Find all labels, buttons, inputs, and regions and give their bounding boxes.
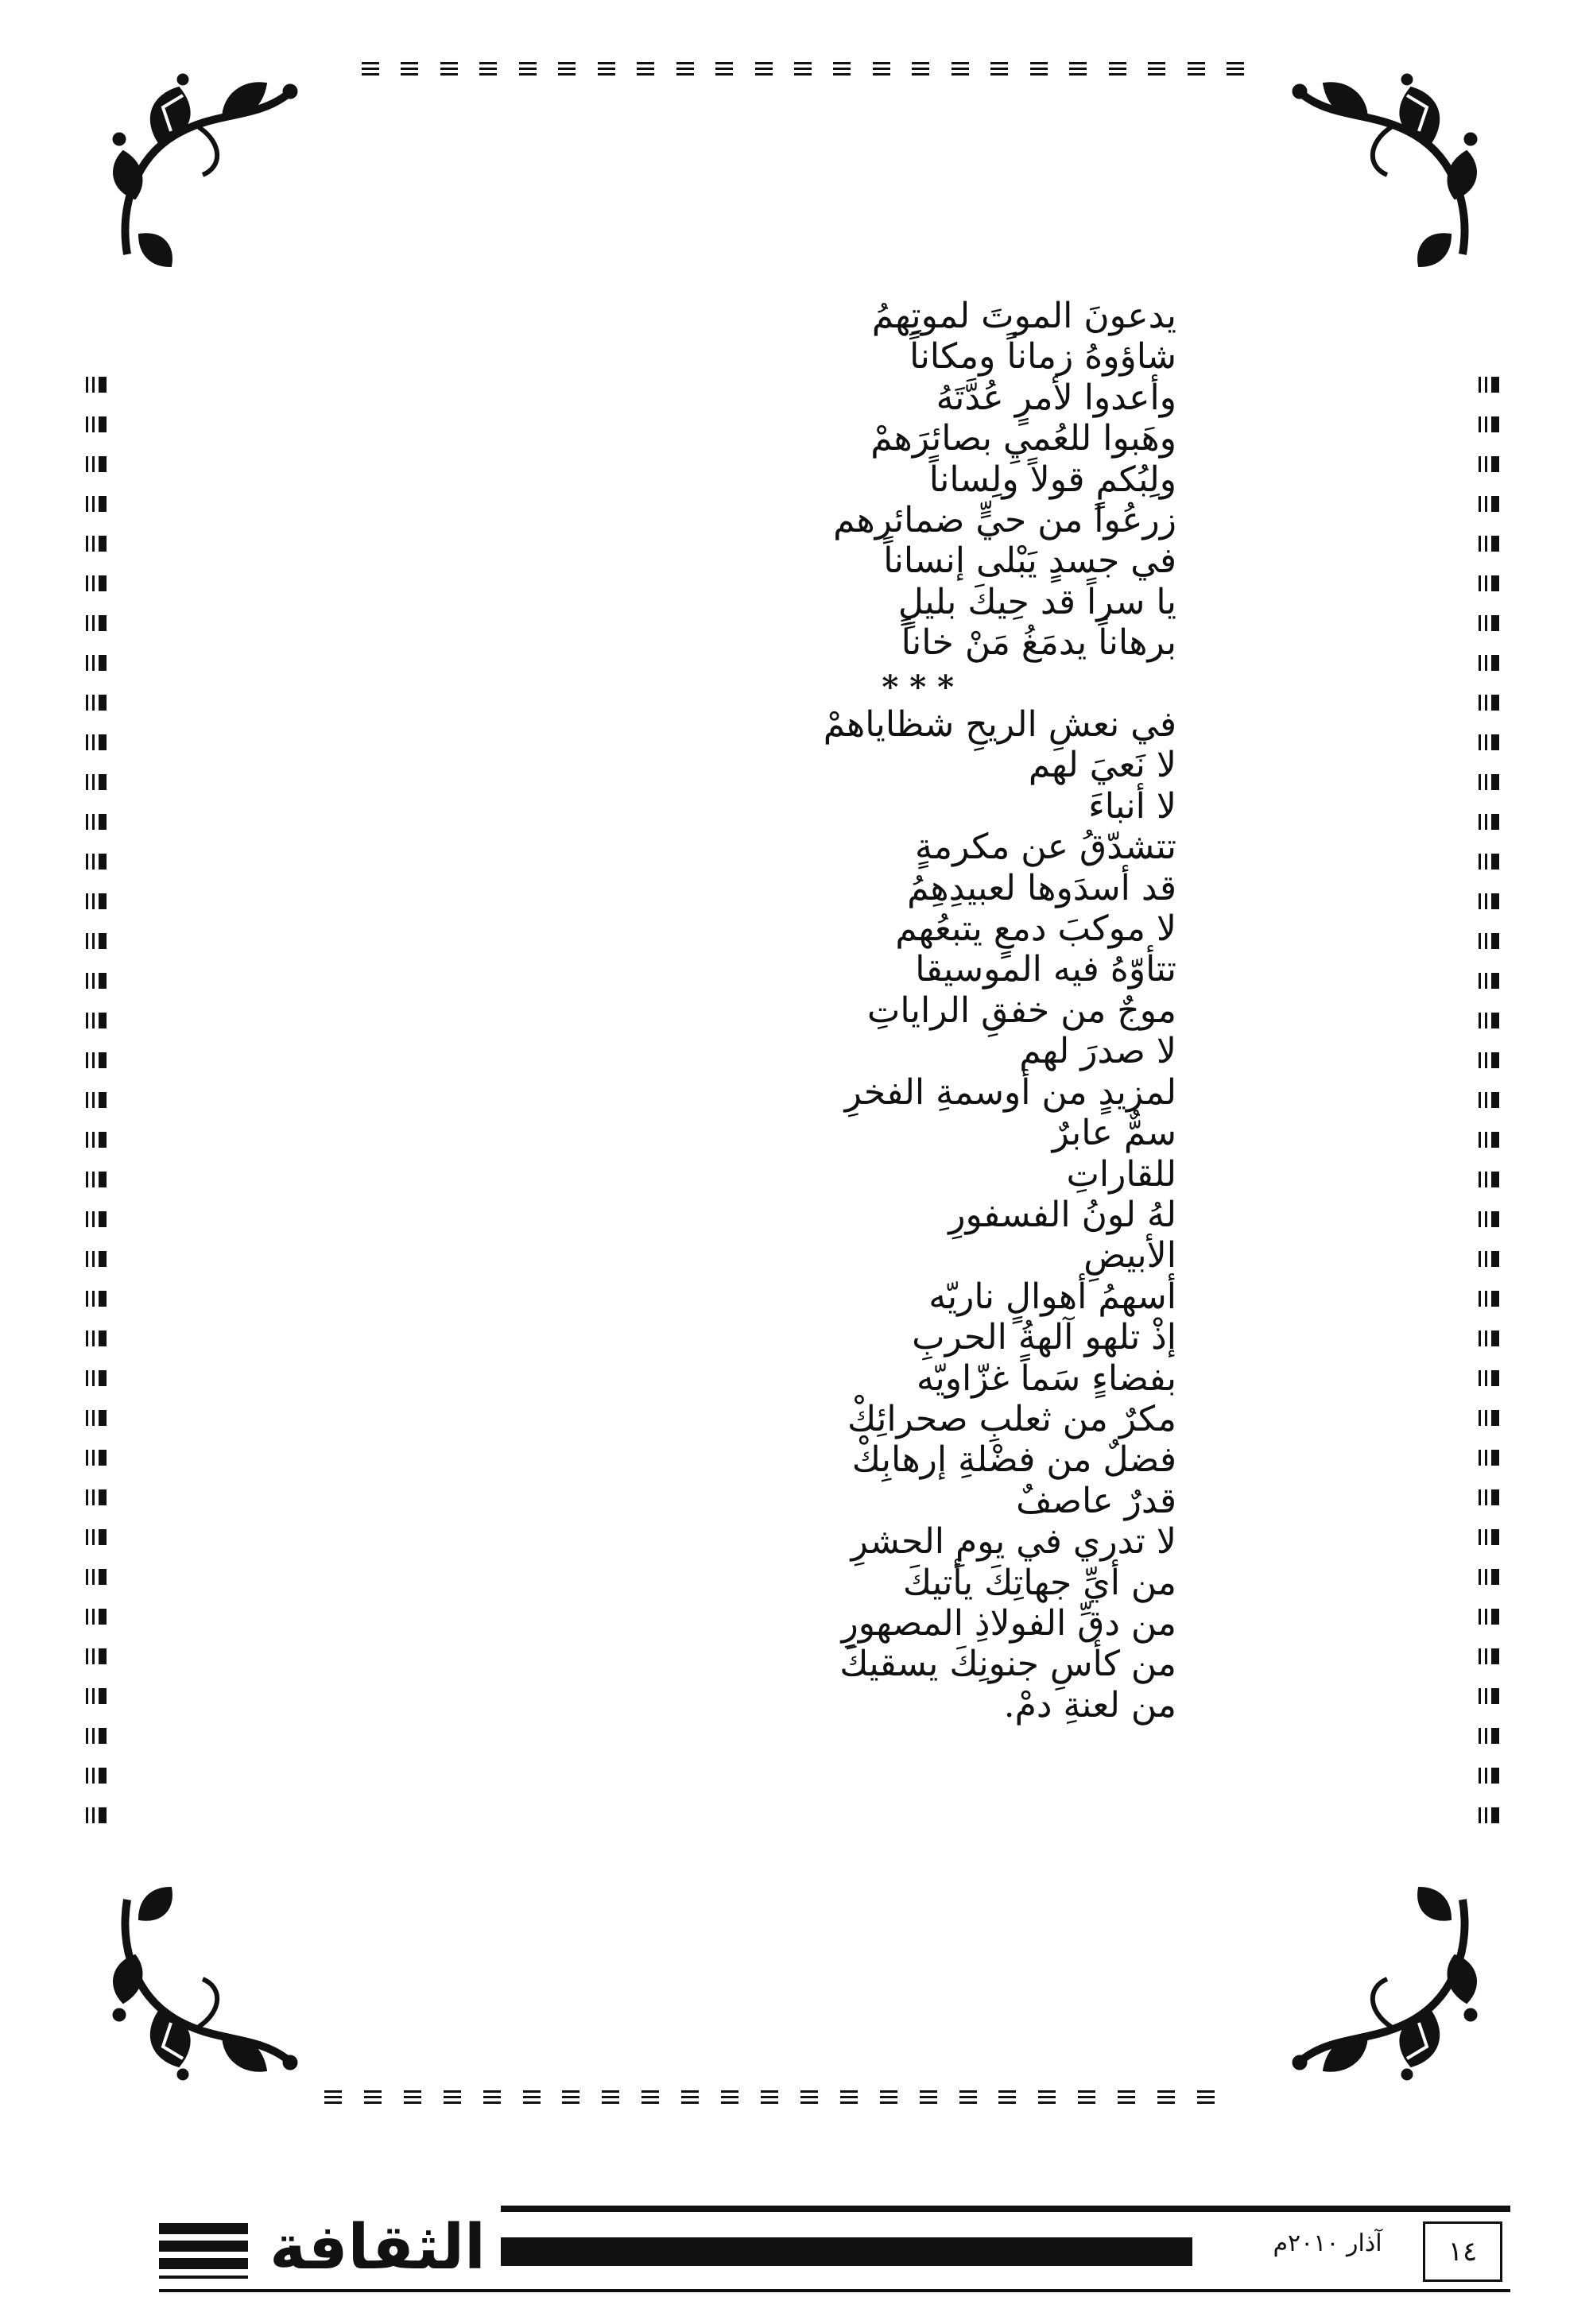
border-dash (1197, 2090, 1215, 2105)
border-dash (880, 2090, 897, 2105)
poem-line: مكرٌ من ثعلبِ صحرائِكْ (847, 1398, 1176, 1439)
border-dash (794, 62, 812, 76)
poem-line: في نعشِ الريحِ شظاياهمْ (823, 704, 1176, 746)
footer-rule-bottom (159, 2289, 1510, 2292)
border-dash (404, 2090, 421, 2105)
border-dash (1109, 62, 1126, 76)
poem-line: فضلٌ من فضْلةِ إرهابِكْ (851, 1439, 1176, 1481)
border-dash (1078, 2090, 1095, 2105)
border-dash (1069, 62, 1087, 76)
poem-line: الأبيضِ (1083, 1235, 1176, 1276)
footer-solid-bar (501, 2237, 1192, 2266)
poem-line: تتشدّقُ عن مكرمةٍ (914, 827, 1176, 868)
poem-line: بفضاءٍ سَماً غزّاويّه (916, 1358, 1176, 1399)
poem-line: لا أنباءَ (1088, 785, 1176, 827)
border-dash (721, 2090, 738, 2105)
poem-line: إذْ تلهو آلهةُ الحربِ (912, 1317, 1176, 1358)
border-dash (1030, 62, 1048, 76)
stanza-separator (700, 664, 1176, 704)
border-dash (998, 2090, 1016, 2105)
border-dash (1038, 2090, 1056, 2105)
border-dash (401, 62, 418, 76)
border-dash (873, 62, 890, 76)
poem-line: من لعنةِ دمْ. (1003, 1684, 1176, 1726)
border-dash (364, 2090, 382, 2105)
border-dash (641, 2090, 659, 2105)
border-dash (840, 2090, 858, 2105)
border-dash (755, 62, 773, 76)
poem-line: وهَبوا للعُميِ بصائرَهمْ (870, 418, 1176, 459)
corner-flourish-bottom-right (1288, 1884, 1486, 2090)
stanza-separator-stars: * * * (882, 668, 954, 706)
border-dash (362, 62, 379, 76)
poem-line: يا سراً قد حِيكَ بليلٍ (897, 581, 1176, 622)
top-border-ornament (362, 62, 1244, 81)
border-dash (483, 2090, 501, 2105)
magazine-logo: الثقافة (269, 2212, 486, 2283)
corner-flourish-top-right (1288, 64, 1486, 270)
poem-line: موجٌ من خفقِ الراياتِ (866, 990, 1176, 1031)
poem-line: زرعُوا من حيٍّ ضمائرهم (833, 500, 1176, 541)
poem-body (700, 296, 1176, 1726)
border-dash (912, 62, 929, 76)
right-border-ornament (1479, 372, 1499, 1834)
poem-line: أسهمُ أهوالٍ ناريّه (928, 1276, 1176, 1317)
border-dash (761, 2090, 778, 2105)
poem-line: من أيِّ جهاتِكَ يأتيكَ (902, 1562, 1176, 1603)
border-dash (1188, 62, 1205, 76)
poem-line: لا صدرَ لهم (1019, 1031, 1176, 1072)
corner-flourish-top-left (103, 64, 302, 270)
border-dash (1157, 2090, 1175, 2105)
poem-line: يدعونَ الموتَ لموتِهمُ (871, 296, 1176, 336)
poem-line: لمزيدٍ من أوسمةِ الفخرِ (844, 1071, 1176, 1113)
footer-stripe-bar (159, 2223, 248, 2279)
border-dash (562, 2090, 579, 2105)
border-dash (519, 62, 537, 76)
page-number: ١٤ (1423, 2221, 1502, 2282)
poem-line: في جسدٍ يَبْلى إنساناً (883, 540, 1176, 582)
poem-line: لا تدري في يومِ الحشرِ (851, 1521, 1176, 1563)
border-dash (637, 62, 654, 76)
border-dash (1148, 62, 1165, 76)
poem-line: شاؤوهُ زماناً ومكاناً (909, 336, 1176, 378)
border-dash (1118, 2090, 1135, 2105)
poem-line: لهُ لونُ الفسفورِ (948, 1194, 1176, 1235)
border-dash (598, 62, 615, 76)
left-border-ornament (86, 372, 107, 1834)
poem-line: للقاراتِ (1066, 1153, 1176, 1195)
poem-line: سمٌّ عابرٌ (1052, 1113, 1176, 1154)
page-footer (159, 2206, 1510, 2297)
border-dash (676, 62, 694, 76)
poem-line: قدرٌ عاصفٌ (1016, 1480, 1176, 1521)
border-dash (800, 2090, 818, 2105)
border-dash (959, 2090, 977, 2105)
border-dash (920, 2090, 937, 2105)
poem-line: وأعدوا لأمرٍ عُدَّتَهُ (936, 377, 1176, 418)
border-dash (952, 62, 969, 76)
border-dash (715, 62, 733, 76)
border-dash (990, 62, 1008, 76)
border-dash (324, 2090, 342, 2105)
border-dash (558, 62, 576, 76)
border-dash (479, 62, 497, 76)
corner-flourish-bottom-left (103, 1884, 302, 2090)
poem-line: تتأوّهُ فيه الموسيقا (915, 949, 1176, 990)
border-dash (602, 2090, 619, 2105)
border-dash (833, 62, 851, 76)
border-dash (444, 2090, 461, 2105)
poem-line: من كأسِ جنونِكَ يسقيكَ (839, 1644, 1176, 1685)
issue-date: آذار ٢٠١٠م (1273, 2229, 1382, 2257)
poem-line: قد أسدَوها لعبيدِهِمُ (907, 867, 1176, 908)
border-dash (1227, 62, 1244, 76)
border-dash (440, 62, 458, 76)
poem-line: من دقِّ الفولاذِ المصهورِ (841, 1602, 1176, 1644)
poem-line: برهاناً يدمَغُ مَنْ خاناً (901, 622, 1176, 664)
poem-line: ولِبُكمٍ قولاً ولِساناً (928, 459, 1176, 500)
footer-rule-top (501, 2206, 1510, 2212)
bottom-border-ornament (324, 2090, 1215, 2109)
poem-line: لا موكبَ دمعٍ يتبعُهم (895, 908, 1176, 950)
poem-line: لا نَعيَ لهم (1028, 745, 1176, 786)
border-dash (681, 2090, 699, 2105)
border-dash (523, 2090, 541, 2105)
